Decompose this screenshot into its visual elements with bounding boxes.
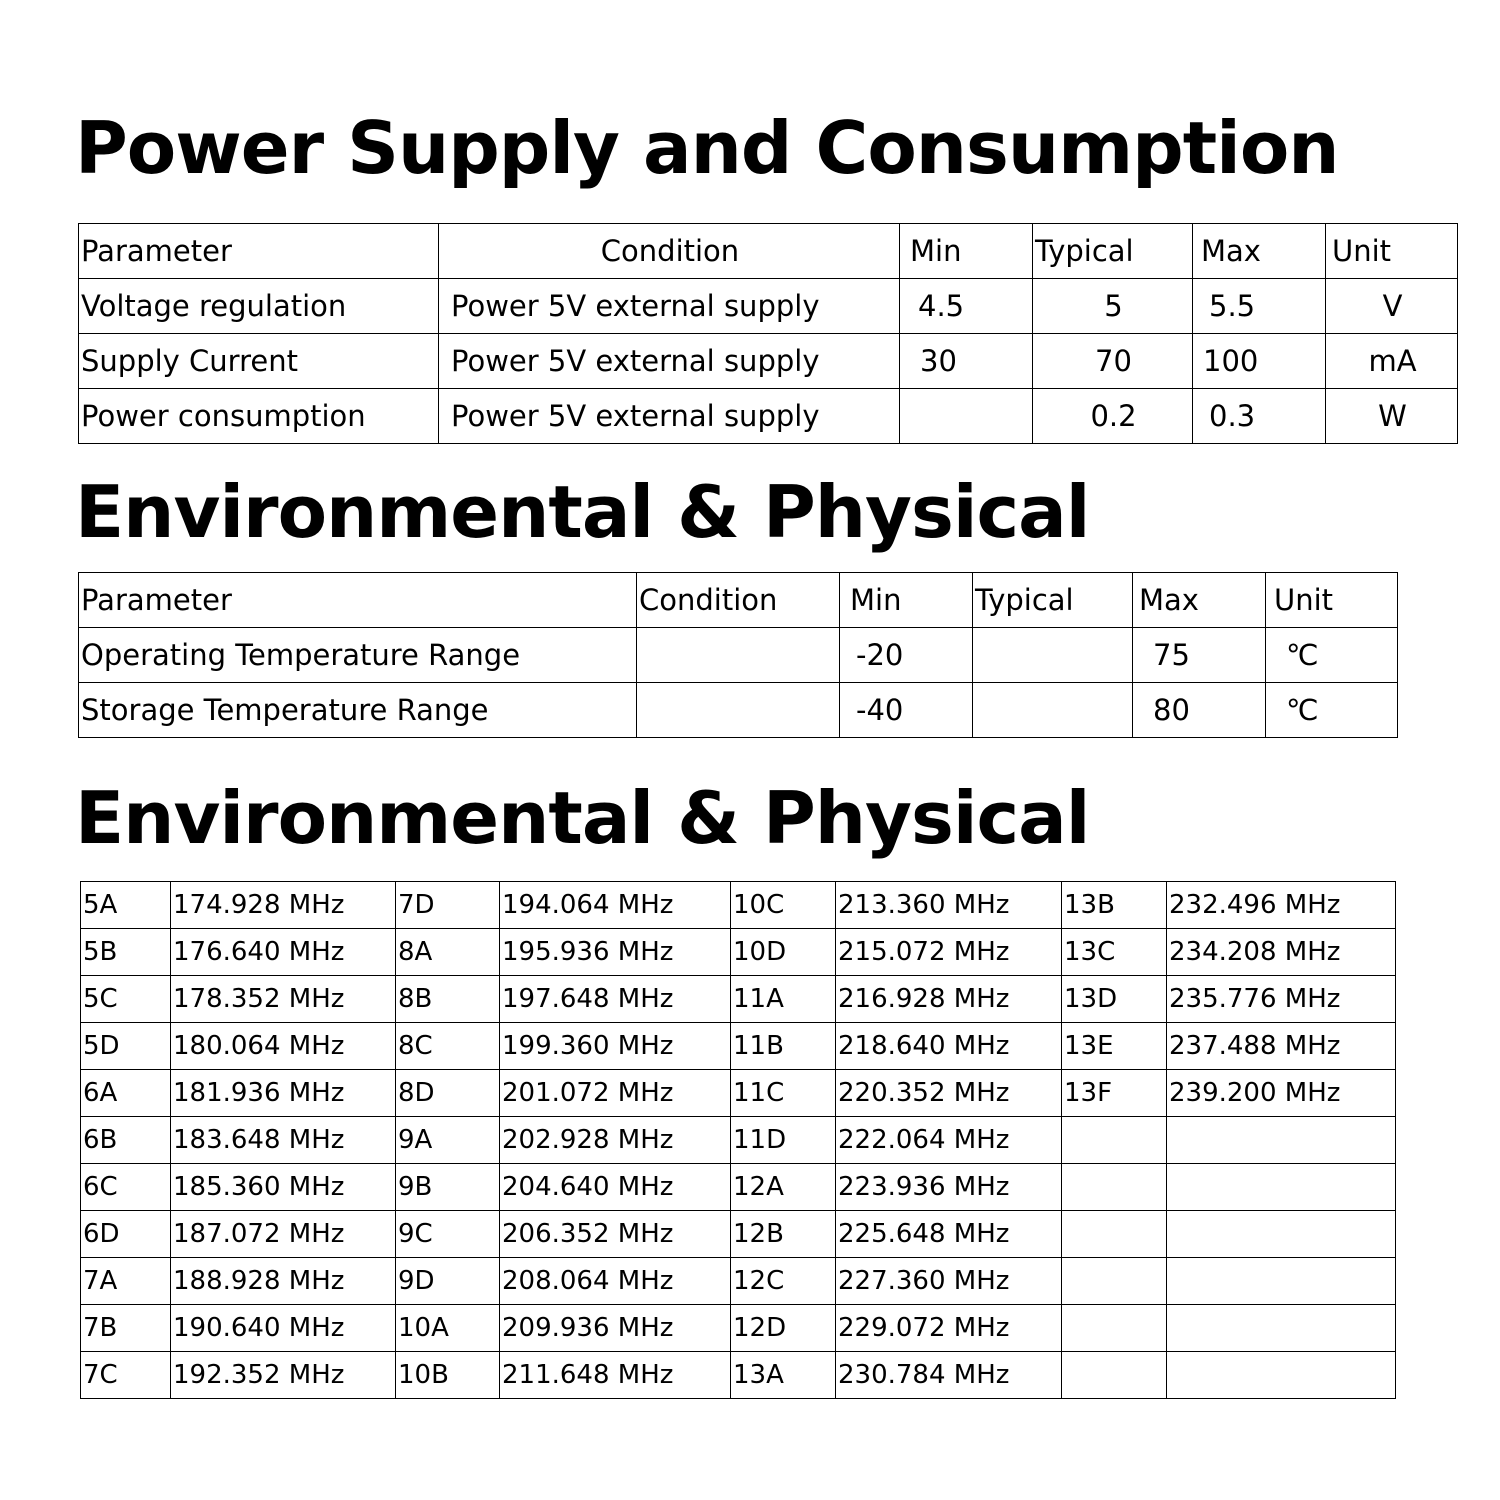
frequency-cell: 183.648 MHz [171, 1117, 396, 1164]
frequency-cell: 195.936 MHz [500, 929, 731, 976]
frequency-cell: 190.640 MHz [171, 1305, 396, 1352]
table-header-row [79, 224, 1458, 279]
frequency-cell: 192.352 MHz [171, 1352, 396, 1399]
header-cell: Min [900, 224, 1033, 279]
channel-cell: 8C [396, 1023, 500, 1070]
channel-cell: 10C [731, 882, 836, 929]
channel-cell: 5C [81, 976, 171, 1023]
channel-cell [1062, 1117, 1167, 1164]
header-cell: Typical [973, 573, 1133, 628]
frequency-cell: 197.648 MHz [500, 976, 731, 1023]
typical-cell [973, 628, 1133, 683]
header-cell: Condition [439, 224, 900, 279]
frequency-cell: 222.064 MHz [836, 1117, 1062, 1164]
max-cell: 0.3 [1193, 389, 1326, 444]
channel-cell: 10A [396, 1305, 500, 1352]
frequency-cell: 211.648 MHz [500, 1352, 731, 1399]
channel-cell: 12C [731, 1258, 836, 1305]
channel-cell: 11D [731, 1117, 836, 1164]
table-row [81, 1305, 1396, 1352]
table-row [81, 1164, 1396, 1211]
channel-cell: 11C [731, 1070, 836, 1117]
frequency-cell [1167, 1352, 1396, 1399]
channel-cell: 7A [81, 1258, 171, 1305]
max-cell: 80 [1133, 683, 1266, 738]
channel-cell: 13A [731, 1352, 836, 1399]
channel-cell: 13B [1062, 882, 1167, 929]
table-row [79, 279, 1458, 334]
channel-cell: 11A [731, 976, 836, 1023]
frequency-cell: 220.352 MHz [836, 1070, 1062, 1117]
channel-cell: 7C [81, 1352, 171, 1399]
condition-cell: Power 5V external supply [439, 279, 900, 334]
frequency-cell [1167, 1211, 1396, 1258]
header-cell: Unit [1266, 573, 1398, 628]
environmental-section-title: Environmental & Physical [75, 470, 1090, 554]
frequency-cell: 181.936 MHz [171, 1070, 396, 1117]
frequency-cell: 194.064 MHz [500, 882, 731, 929]
channel-cell: 10D [731, 929, 836, 976]
parameter-cell: Supply Current [79, 334, 439, 389]
table-row [81, 1211, 1396, 1258]
frequency-cell: 227.360 MHz [836, 1258, 1062, 1305]
parameter-cell: Storage Temperature Range [79, 683, 637, 738]
channel-cell: 6D [81, 1211, 171, 1258]
channel-cell: 6B [81, 1117, 171, 1164]
table-row [81, 1352, 1396, 1399]
frequency-cell: 209.936 MHz [500, 1305, 731, 1352]
frequency-cell: 225.648 MHz [836, 1211, 1062, 1258]
unit-cell: W [1326, 389, 1458, 444]
channel-cell [1062, 1352, 1167, 1399]
table-row [79, 628, 1398, 683]
channel-cell: 9B [396, 1164, 500, 1211]
frequency-cell [1167, 1117, 1396, 1164]
frequency-cell: 178.352 MHz [171, 976, 396, 1023]
typical-cell [973, 683, 1133, 738]
channel-cell: 6C [81, 1164, 171, 1211]
channel-cell [1062, 1305, 1167, 1352]
power-spec-table [78, 223, 1458, 444]
frequency-cell: 230.784 MHz [836, 1352, 1062, 1399]
parameter-cell: Power consumption [79, 389, 439, 444]
header-cell: Condition [637, 573, 840, 628]
channel-cell: 12D [731, 1305, 836, 1352]
unit-cell: V [1326, 279, 1458, 334]
channel-cell [1062, 1258, 1167, 1305]
channel-cell: 12B [731, 1211, 836, 1258]
channel-cell: 7B [81, 1305, 171, 1352]
header-cell: Parameter [79, 573, 637, 628]
frequency-cell: 208.064 MHz [500, 1258, 731, 1305]
table-row [81, 1117, 1396, 1164]
power-section-title: Power Supply and Consumption [75, 106, 1339, 190]
frequency-cell: 204.640 MHz [500, 1164, 731, 1211]
channel-cell: 8B [396, 976, 500, 1023]
table-header-row [79, 573, 1398, 628]
frequency-cell: 237.488 MHz [1167, 1023, 1396, 1070]
channel-cell: 13E [1062, 1023, 1167, 1070]
header-cell: Unit [1326, 224, 1458, 279]
channel-cell: 5B [81, 929, 171, 976]
frequency-cell: 232.496 MHz [1167, 882, 1396, 929]
frequency-cell: 174.928 MHz [171, 882, 396, 929]
condition-cell: Power 5V external supply [439, 389, 900, 444]
table-row [81, 929, 1396, 976]
frequency-cell: 201.072 MHz [500, 1070, 731, 1117]
channel-cell: 9C [396, 1211, 500, 1258]
channel-cell: 9D [396, 1258, 500, 1305]
channel-cell: 12A [731, 1164, 836, 1211]
frequency-cell: 213.360 MHz [836, 882, 1062, 929]
channels-section-title: Environmental & Physical [75, 776, 1090, 860]
frequency-cell: 218.640 MHz [836, 1023, 1062, 1070]
frequency-cell: 188.928 MHz [171, 1258, 396, 1305]
min-cell: -40 [840, 683, 973, 738]
frequency-cell: 223.936 MHz [836, 1164, 1062, 1211]
frequency-cell: 235.776 MHz [1167, 976, 1396, 1023]
header-cell: Typical [1033, 224, 1193, 279]
frequency-cell [1167, 1258, 1396, 1305]
frequency-cell: 229.072 MHz [836, 1305, 1062, 1352]
channel-cell: 5D [81, 1023, 171, 1070]
min-cell: 30 [900, 334, 1033, 389]
table-row [79, 683, 1398, 738]
condition-cell [637, 683, 840, 738]
unit-cell: ℃ [1266, 628, 1398, 683]
frequency-cell: 185.360 MHz [171, 1164, 396, 1211]
unit-cell: mA [1326, 334, 1458, 389]
min-cell [900, 389, 1033, 444]
channel-cell: 8A [396, 929, 500, 976]
parameter-cell: Operating Temperature Range [79, 628, 637, 683]
condition-cell [637, 628, 840, 683]
table-row [81, 882, 1396, 929]
frequency-cell: 206.352 MHz [500, 1211, 731, 1258]
table-row [81, 1023, 1396, 1070]
header-cell: Min [840, 573, 973, 628]
table-row [81, 1258, 1396, 1305]
channel-cell: 10B [396, 1352, 500, 1399]
channel-cell: 13F [1062, 1070, 1167, 1117]
channel-cell [1062, 1211, 1167, 1258]
channel-cell: 8D [396, 1070, 500, 1117]
channel-cell: 13D [1062, 976, 1167, 1023]
frequency-cell [1167, 1305, 1396, 1352]
condition-cell: Power 5V external supply [439, 334, 900, 389]
channel-cell [1062, 1164, 1167, 1211]
frequency-cell: 202.928 MHz [500, 1117, 731, 1164]
header-cell: Max [1133, 573, 1266, 628]
frequency-cell: 239.200 MHz [1167, 1070, 1396, 1117]
channel-cell: 9A [396, 1117, 500, 1164]
channel-cell: 7D [396, 882, 500, 929]
table-row [79, 334, 1458, 389]
table-row [79, 389, 1458, 444]
channel-cell: 11B [731, 1023, 836, 1070]
typical-cell: 70 [1033, 334, 1193, 389]
frequency-cell: 187.072 MHz [171, 1211, 396, 1258]
environmental-spec-table [78, 572, 1398, 738]
header-cell: Max [1193, 224, 1326, 279]
unit-cell: ℃ [1266, 683, 1398, 738]
channel-cell: 13C [1062, 929, 1167, 976]
min-cell: 4.5 [900, 279, 1033, 334]
frequency-cell: 199.360 MHz [500, 1023, 731, 1070]
channel-cell: 6A [81, 1070, 171, 1117]
typical-cell: 5 [1033, 279, 1193, 334]
frequency-cell: 234.208 MHz [1167, 929, 1396, 976]
max-cell: 5.5 [1193, 279, 1326, 334]
min-cell: -20 [840, 628, 973, 683]
channel-frequency-table [80, 881, 1396, 1399]
typical-cell: 0.2 [1033, 389, 1193, 444]
frequency-cell: 176.640 MHz [171, 929, 396, 976]
frequency-cell: 180.064 MHz [171, 1023, 396, 1070]
table-row [81, 1070, 1396, 1117]
channel-cell: 5A [81, 882, 171, 929]
frequency-cell: 215.072 MHz [836, 929, 1062, 976]
header-cell: Parameter [79, 224, 439, 279]
frequency-cell: 216.928 MHz [836, 976, 1062, 1023]
parameter-cell: Voltage regulation [79, 279, 439, 334]
table-row [81, 976, 1396, 1023]
max-cell: 75 [1133, 628, 1266, 683]
max-cell: 100 [1193, 334, 1326, 389]
frequency-cell [1167, 1164, 1396, 1211]
